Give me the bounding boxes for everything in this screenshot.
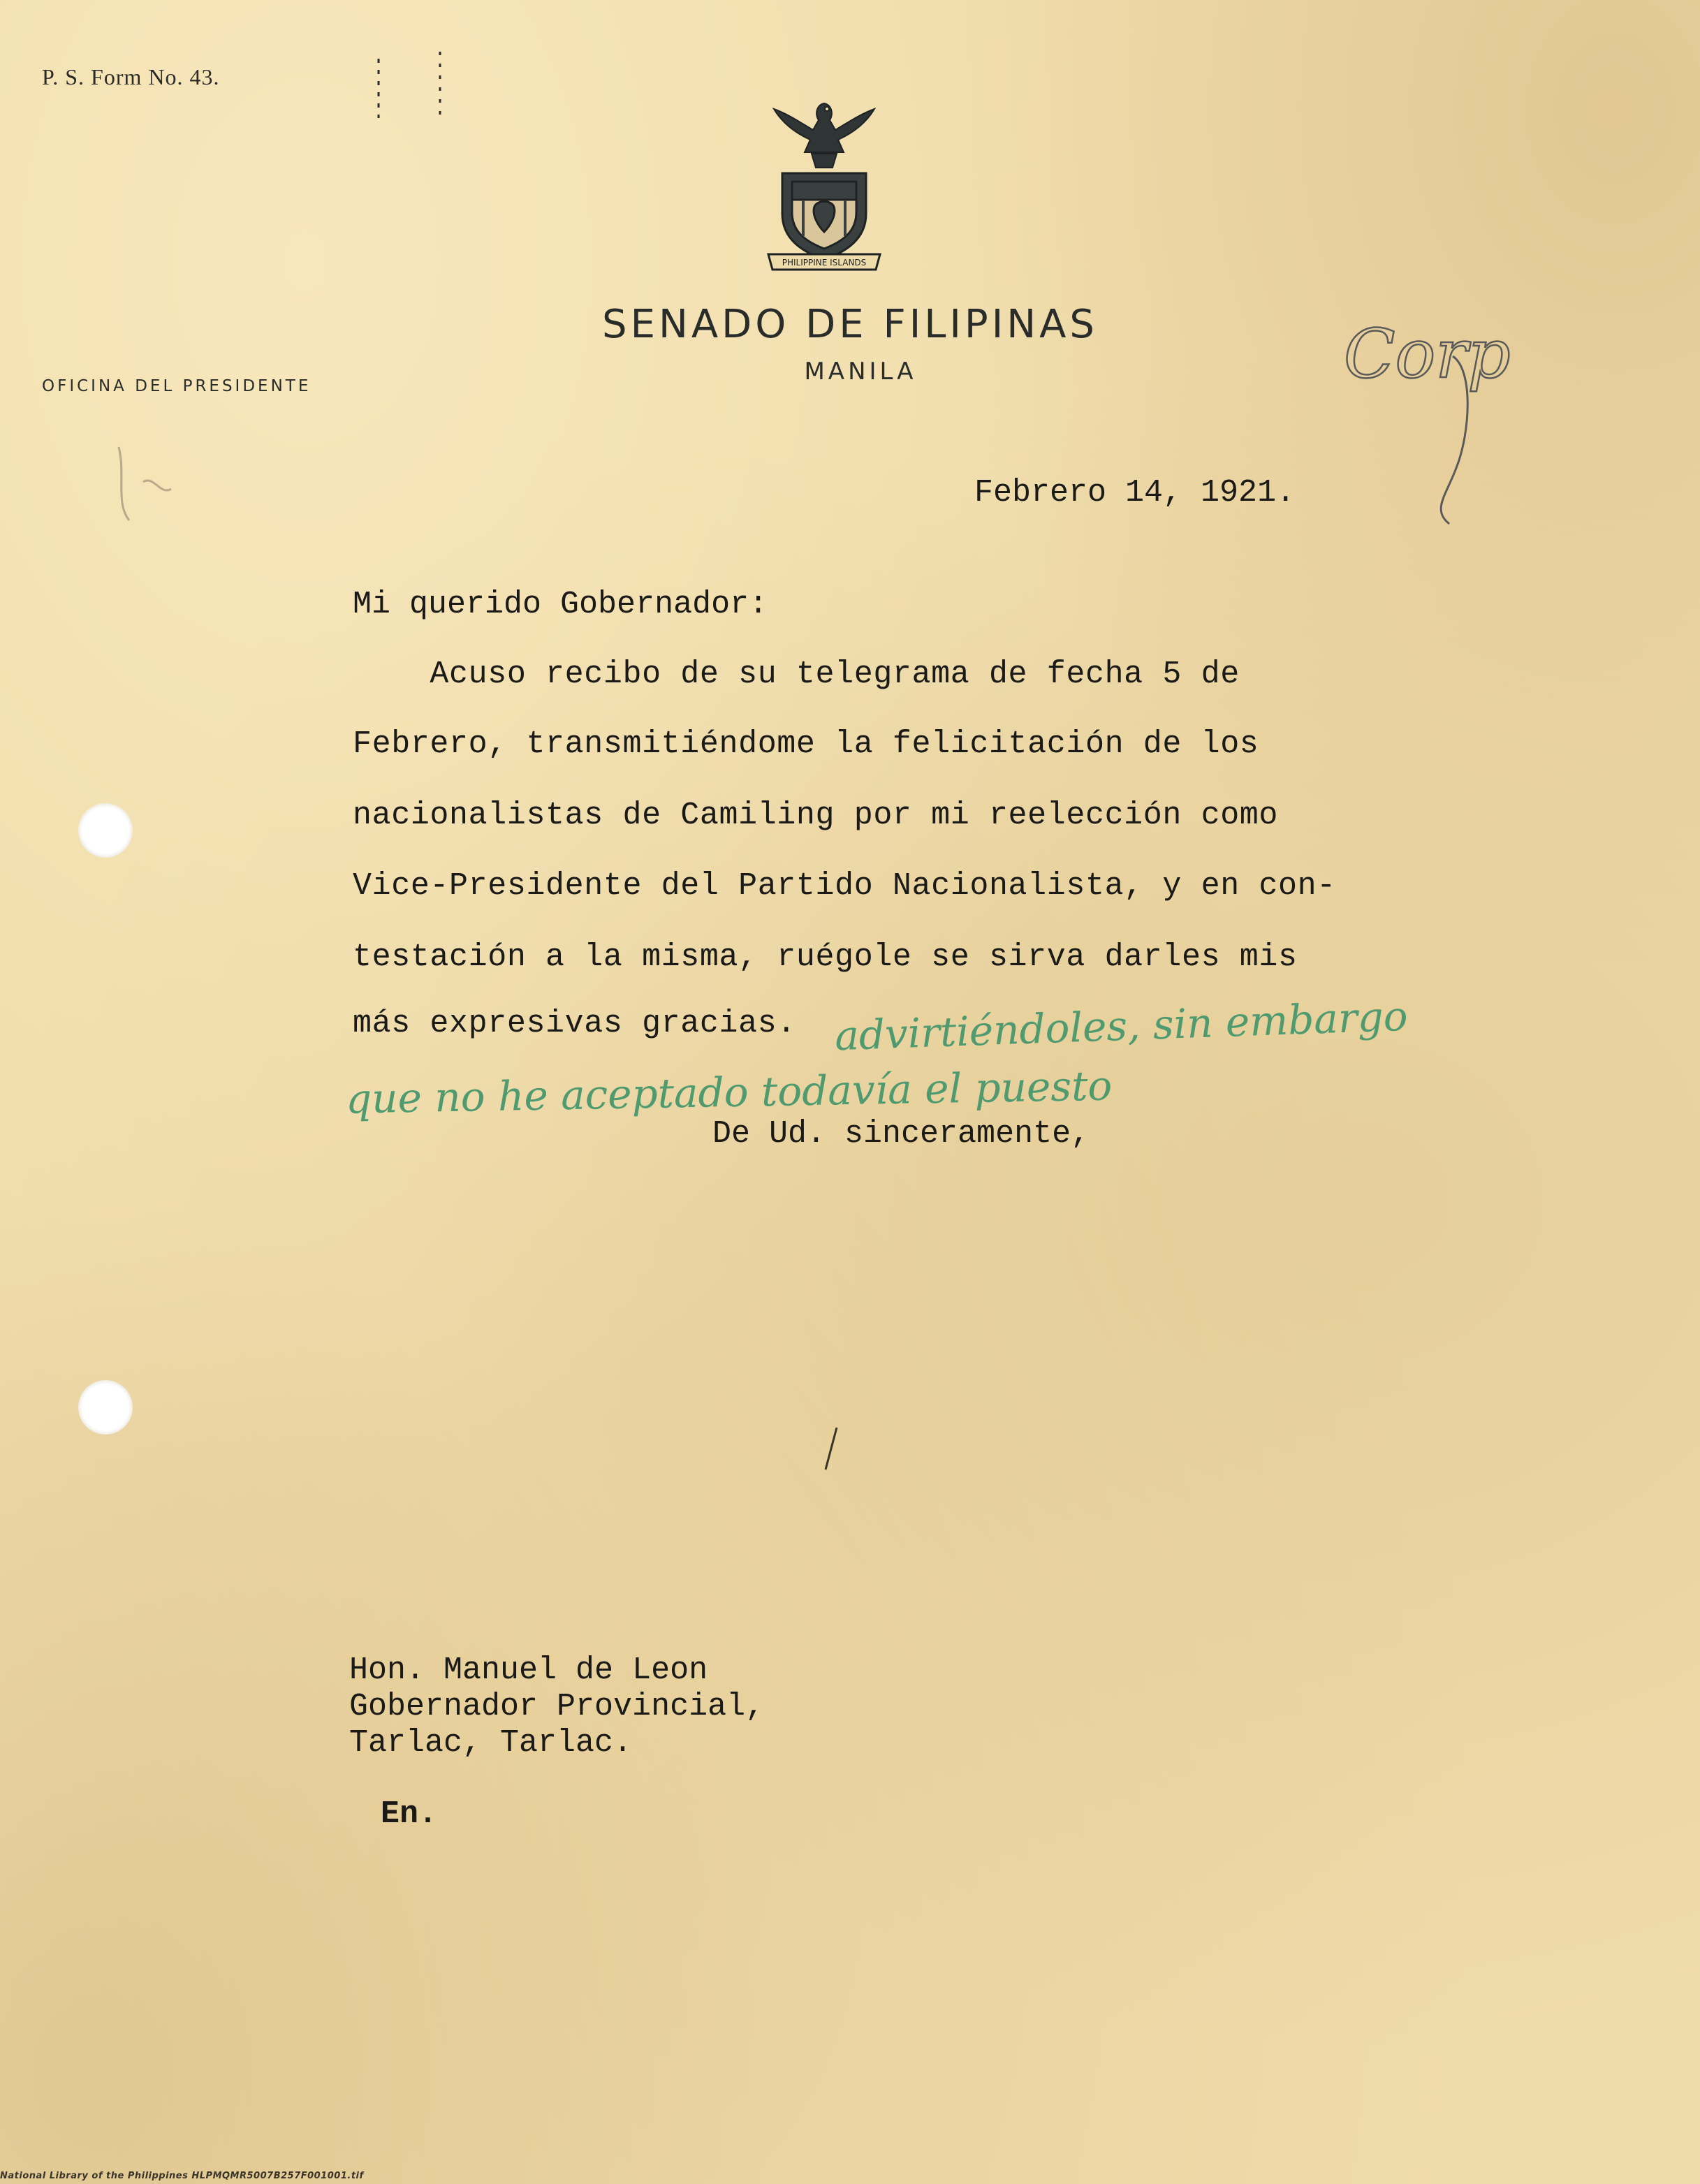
body-line-4: Vice-Presidente del Partido Nacionalista, y en con-	[353, 868, 1336, 904]
pencil-annotation	[1327, 293, 1537, 545]
body-line-2: Febrero, transmitiéndome la felicitación de los	[353, 726, 1259, 762]
salutation: Mi querido Gobernador:	[353, 587, 768, 622]
staple-marks	[370, 52, 454, 135]
closing: De Ud. sinceramente,	[712, 1116, 1090, 1152]
binder-hole-bottom	[78, 1380, 133, 1435]
body-line-5: testación a la misma, ruégole se sirva darles mis	[353, 939, 1298, 975]
binder-hole-top	[78, 803, 133, 858]
pencil-mark-text: Corp	[1344, 315, 1511, 393]
faint-pencil-scribble	[105, 433, 182, 531]
seal-motto: PHILIPPINE ISLANDS	[782, 258, 867, 267]
body-line-6: más expresivas gracias.	[353, 1006, 796, 1041]
handwritten-insert-line-2: que no he aceptado todavía el puesto	[345, 1062, 1113, 1123]
city-name: MANILA	[804, 358, 917, 386]
body-line-3: nacionalistas de Camiling por mi reelección como	[353, 798, 1279, 833]
handwritten-insert-line-1: advirtiéndoles, sin embargo	[834, 992, 1409, 1060]
recipient-line-3: Tarlac, Tarlac.	[349, 1725, 633, 1761]
body-line-1: Acuso recibo de su telegrama de fecha 5 de	[353, 657, 1240, 692]
recipient-line-2: Gobernador Provincial,	[349, 1689, 765, 1724]
senate-seal-icon	[754, 89, 894, 278]
typist-initials: En.	[381, 1796, 438, 1832]
archive-footer: National Library of the Philippines HLPMQMR5007B257F001001.tif	[0, 2171, 364, 2181]
form-number: P. S. Form No. 43.	[42, 64, 220, 89]
letter-date: Febrero 14, 1921.	[974, 475, 1296, 511]
institution-name: SENADO DE FILIPINAS	[602, 302, 1098, 347]
paper-mark	[817, 1425, 845, 1474]
office-name: OFICINA DEL PRESIDENTE	[42, 377, 312, 395]
recipient-line-1: Hon. Manuel de Leon	[349, 1652, 708, 1688]
